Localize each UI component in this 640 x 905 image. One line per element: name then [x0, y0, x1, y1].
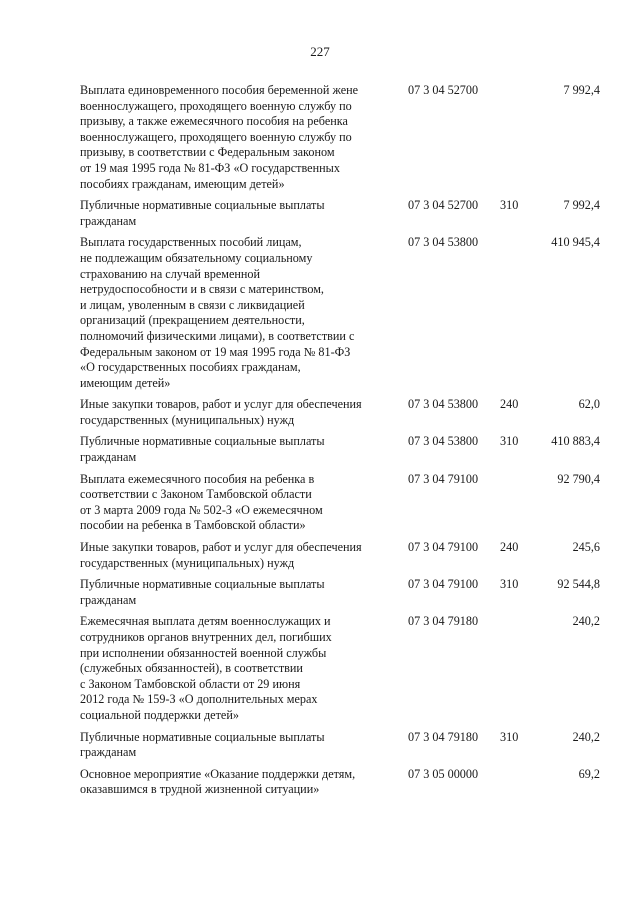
row-type: 310: [500, 577, 519, 592]
row-name: Публичные нормативные социальные выплаты гражданам: [80, 729, 325, 760]
table-row: [80, 577, 600, 608]
row-amount: 240,2: [572, 614, 600, 629]
row-name: Выплата единовременного пособия беременной жене военнослужащего, проходящего военную службу по призыву, а также ежемесячного пособия на ребенка военнослужащего, проходящего военную службу по призыву, в соответствии с Федеральным законом от 19 мая 1995 года № 81-ФЗ «О государственных пособиях гражданам, имеющим детей»: [80, 83, 359, 191]
row-type: 310: [500, 434, 519, 449]
table-row: [80, 614, 600, 723]
row-name: Ежемесячная выплата детям военнослужащих и сотрудников органов внутренних дел, погибших при исполнении обязанностей военной службы (служебных обязанностей), в соответствии с Законом Тамбовской области от 29 июня 2012 года № 159-З «О дополнительных мерах социальной поддержки детей»: [80, 614, 332, 722]
row-name: Выплата государственных пособий лицам, не подлежащим обязательному социальному страхованию на случай временной нетрудоспособности и в связи с материнством, и лицам, уволенным в связи с ликвидацией организаций (прекращением деятельности, полномочий физическими лицами), в соответствии с Федеральным законом от 19 мая 1995 года № 81-ФЗ «О государственных пособиях гражданам, имеющим детей»: [80, 235, 355, 390]
row-amount: 62,0: [578, 397, 600, 412]
table-row: [80, 730, 600, 761]
row-name: Публичные нормативные социальные выплаты гражданам: [80, 198, 325, 228]
row-code: 07 3 04 79100: [408, 471, 479, 486]
row-name: Иные закупки товаров, работ и услуг для обеспечения государственных (муниципальных) нужд: [80, 540, 362, 570]
row-code: 07 3 04 79100: [408, 540, 479, 555]
row-amount: 7 992,4: [563, 198, 600, 213]
row-name: Иные закупки товаров, работ и услуг для обеспечения государственных (муниципальных) нужд: [80, 397, 362, 427]
row-code: 07 3 04 53800: [408, 434, 479, 449]
table-row: [80, 540, 600, 571]
row-code: 07 3 04 52700: [408, 198, 479, 213]
row-code: 07 3 04 79180: [408, 614, 479, 629]
row-name: Выплата ежемесячного пособия на ребенка в соответствии с Законом Тамбовской области от 3 марта 2009 года № 502-З «О ежемесячном пособии на ребенка в Тамбовской области»: [80, 471, 323, 533]
row-amount: 92 790,4: [557, 471, 600, 486]
table-row: [80, 198, 600, 229]
budget-table: [80, 83, 600, 804]
row-amount: 69,2: [578, 766, 600, 781]
row-amount: 410 883,4: [551, 434, 600, 449]
table-row: [80, 397, 600, 428]
row-type: 240: [500, 397, 519, 412]
table-row: [80, 472, 600, 534]
row-type: 240: [500, 540, 519, 555]
row-amount: 92 544,8: [557, 577, 600, 592]
row-code: 07 3 05 00000: [408, 766, 479, 781]
row-code: 07 3 04 53800: [408, 397, 479, 412]
row-amount: 240,2: [572, 729, 600, 744]
table-row: [80, 434, 600, 465]
row-name: Основное мероприятие «Оказание поддержки детям, оказавшимся в трудной жизненной ситуации»: [80, 766, 356, 797]
row-type: 310: [500, 729, 519, 744]
row-name: Публичные нормативные социальные выплаты гражданам: [80, 577, 325, 607]
row-name: Публичные нормативные социальные выплаты гражданам: [80, 434, 325, 465]
row-amount: 7 992,4: [563, 83, 600, 97]
page-number: 227: [310, 44, 330, 59]
row-code: 07 3 04 52700: [408, 83, 479, 97]
row-amount: 245,6: [572, 540, 600, 555]
row-amount: 410 945,4: [551, 235, 600, 250]
row-code: 07 3 04 79180: [408, 729, 479, 744]
row-type: 310: [500, 198, 519, 213]
table-row: [80, 235, 600, 391]
row-code: 07 3 04 53800: [408, 235, 479, 250]
row-code: 07 3 04 79100: [408, 577, 479, 592]
table-row: [80, 767, 600, 798]
table-row: [80, 83, 600, 192]
